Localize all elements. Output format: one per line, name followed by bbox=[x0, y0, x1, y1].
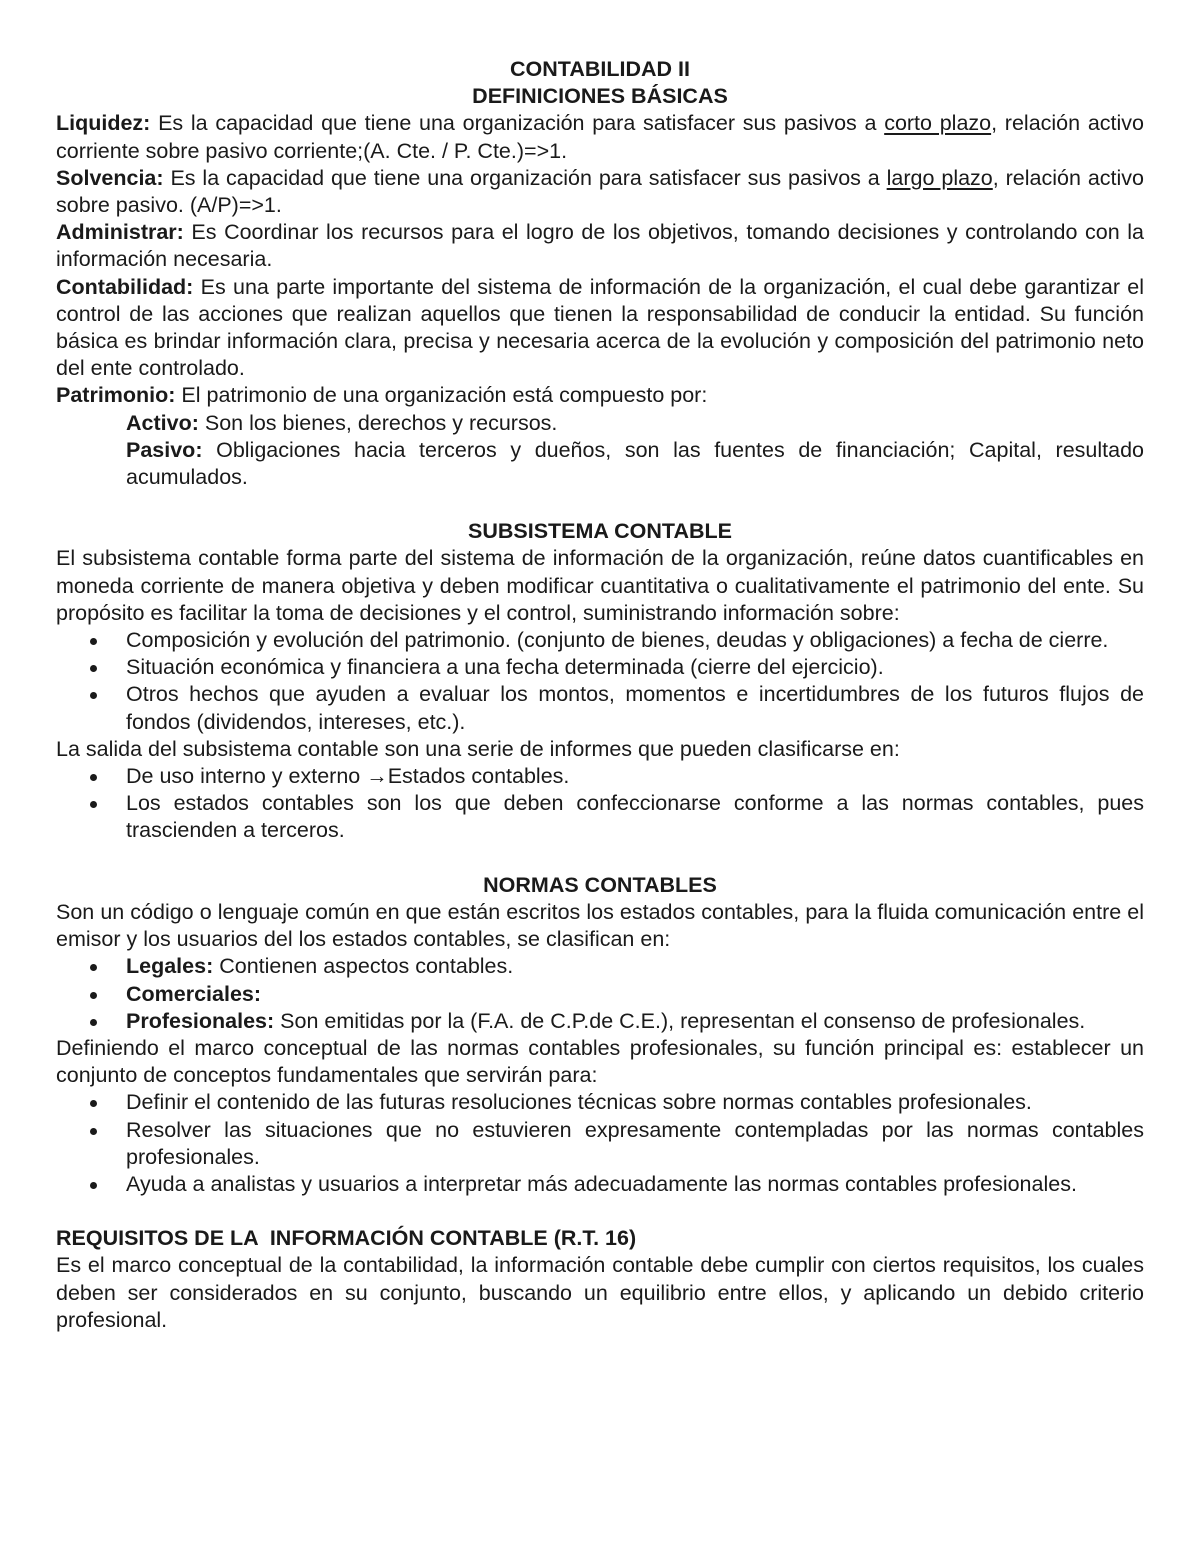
heading-normas: NORMAS CONTABLES bbox=[483, 872, 717, 897]
list-item: Ayuda a analistas y usuarios a interpretar más adecuadamente las normas contables profesionales. bbox=[56, 1171, 1144, 1198]
definition-activo: Activo: Son los bienes, derechos y recursos. bbox=[126, 410, 558, 435]
heading-subsistema: SUBSISTEMA CONTABLE bbox=[468, 519, 732, 544]
normas-intro: Son un código o lenguaje común en que están escritos los estados contables, para la fluida comunicación entre el emisor y los usuarios del los estados contables, se clasifican en: bbox=[56, 899, 1144, 952]
underline-corto-plazo: corto plazo bbox=[884, 111, 992, 136]
document-title: CONTABILIDAD II bbox=[510, 57, 690, 81]
subsistema-intro: El subsistema contable forma parte del sistema de información de la organización, reúne datos cuantificables en moneda corriente de manera objetiva y deben modificar cuantitativa o cualitativamente el patrimonio del ente. Su propósito es facilitar la toma de decisiones y el control, suministrando información sobre: bbox=[56, 546, 1144, 625]
term-contabilidad: Contabilidad: bbox=[56, 274, 194, 299]
definition-patrimonio: Patrimonio: El patrimonio de una organización está compuesto por: bbox=[56, 383, 708, 408]
normas-marco-list bbox=[56, 1089, 1144, 1198]
list-item bbox=[56, 981, 1144, 1008]
list-item: Definir el contenido de las futuras resoluciones técnicas sobre normas contables profesionales. bbox=[56, 1089, 1144, 1116]
underline-largo-plazo: largo plazo bbox=[886, 165, 993, 190]
term-patrimonio: Patrimonio: bbox=[56, 383, 176, 408]
term-pasivo: Pasivo: bbox=[126, 437, 203, 462]
list-item: Resolver las situaciones que no estuvieren expresamente contempladas por las normas contables profesionales. bbox=[56, 1117, 1144, 1171]
requisitos-text: Es el marco conceptual de la contabilidad, la información contable debe cumplir con ciertos requisitos, los cuales deben ser considerados en su conjunto, buscando un equilibrio entre ellos, y aplicando un debido criterio profesional. bbox=[56, 1253, 1144, 1332]
term-activo: Activo: bbox=[126, 410, 199, 435]
definition-pasivo: Pasivo: Obligaciones hacia terceros y dueños, son las fuentes de financiación; Capital, resultado acumulados. bbox=[126, 437, 1144, 490]
normas-marco: Definiendo el marco conceptual de las normas contables profesionales, su función principal es: establecer un conjunto de conceptos fundamentales que servirán para: bbox=[56, 1035, 1144, 1088]
definition-administrar: Administrar: Es Coordinar los recursos para el logro de los objetivos, tomando decisiones y controlando con la información necesaria. bbox=[56, 220, 1144, 272]
list-item: Situación económica y financiera a una fecha determinada (cierre del ejercicio). bbox=[56, 654, 1144, 681]
definition-contabilidad: Contabilidad: Es una parte importante del sistema de información de la organización, el cual debe garantizar el control de las acciones que realizan aquellos que tienen la responsabilidad de conducir la entidad. Su función básica es brindar información clara, precisa y necesaria acerca de la evolución y composición del patrimonio neto del ente controlado. bbox=[56, 274, 1144, 381]
list-item: Composición y evolución del patrimonio. (conjunto de bienes, deudas y obligaciones) a fecha de cierre. bbox=[56, 627, 1144, 654]
list-item: Profesionales: Son emitidas por la (F.A. de C.P.de C.E.), representan el consenso de profesionales. bbox=[56, 1008, 1144, 1035]
term-liquidez: Liquidez: bbox=[56, 111, 151, 136]
term-comerciales: Comerciales: bbox=[126, 981, 262, 1006]
term-administrar: Administrar: bbox=[56, 220, 184, 245]
term-legales: Legales: bbox=[126, 954, 214, 979]
salida-list bbox=[56, 763, 1144, 845]
heading-requisitos: REQUISITOS DE LA INFORMACIÓN CONTABLE (R.T. 16) bbox=[56, 1226, 637, 1251]
list-item: Otros hechos que ayuden a evaluar los montos, momentos e incertidumbres de los futuros flujos de fondos (dividendos, intereses, etc.). bbox=[56, 681, 1144, 735]
term-solvencia: Solvencia: bbox=[56, 165, 164, 190]
subsistema-list bbox=[56, 627, 1144, 736]
list-item: Los estados contables son los que deben confeccionarse conforme a las normas contables, pues trascienden a terceros. bbox=[56, 790, 1144, 844]
list-item: De uso interno y externo →Estados contables. bbox=[56, 763, 1144, 790]
document-page bbox=[56, 56, 1144, 1334]
document-subtitle: DEFINICIONES BÁSICAS bbox=[472, 84, 728, 109]
subsistema-salida: La salida del subsistema contable son una serie de informes que pueden clasificarse en: bbox=[56, 736, 900, 761]
list-item: Legales: Contienen aspectos contables. bbox=[56, 953, 1144, 980]
term-profesionales: Profesionales: bbox=[126, 1008, 275, 1033]
definition-liquidez: Liquidez: Es la capacidad que tiene una organización para satisfacer sus pasivos a corto plazo, relación activo corriente sobre pasivo corriente;(A. Cte. / P. Cte.)=>1. bbox=[56, 111, 1144, 163]
definition-solvencia: Solvencia: Es la capacidad que tiene una organización para satisfacer sus pasivos a largo plazo, relación activo sobre pasivo. (A/P)=>1. bbox=[56, 165, 1144, 218]
normas-types-list bbox=[56, 953, 1144, 1035]
